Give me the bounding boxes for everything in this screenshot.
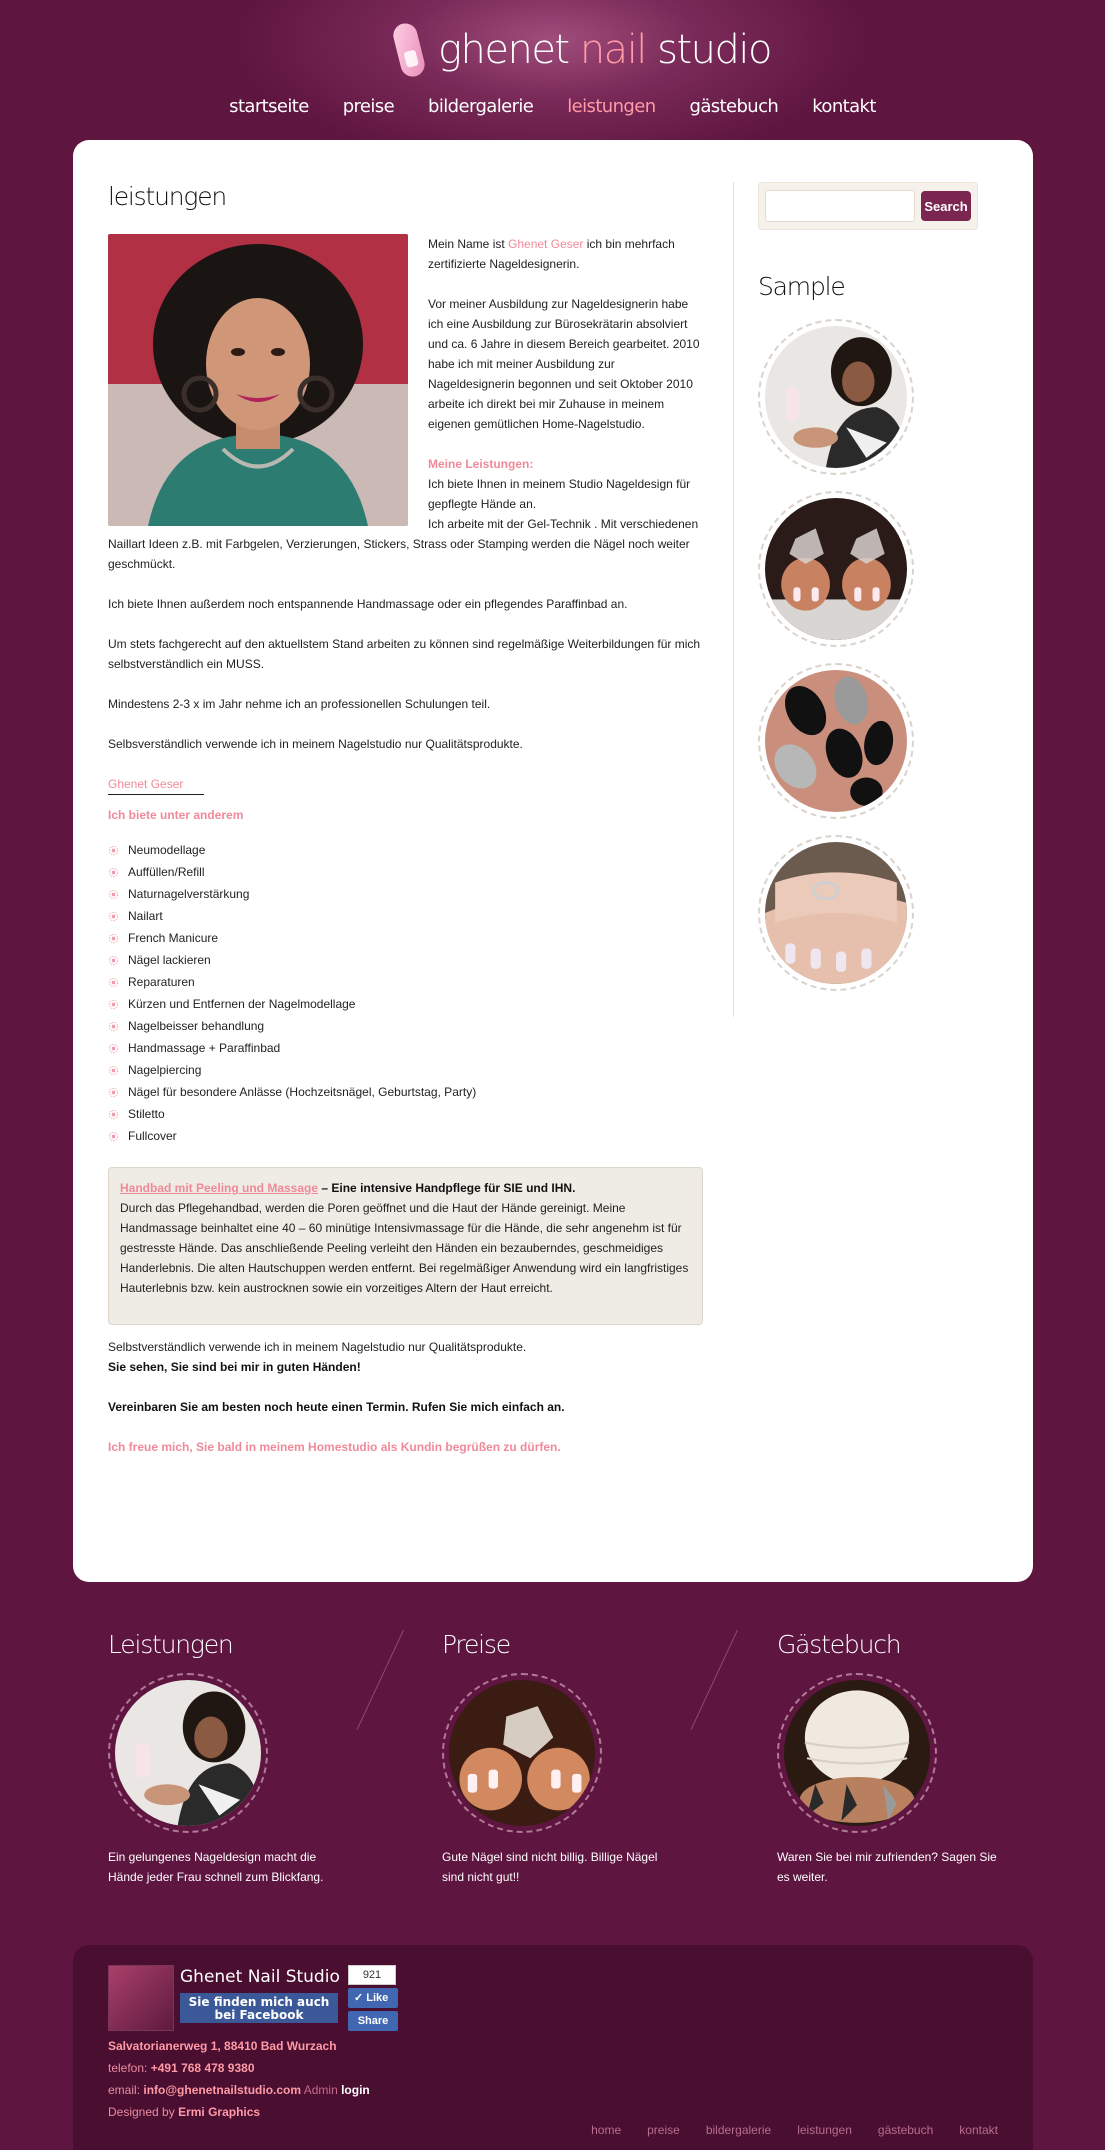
service-item: Fullcover (108, 1125, 703, 1147)
header (0, 0, 1105, 140)
services-list (108, 839, 703, 1147)
sample-thumb[interactable] (758, 835, 914, 991)
footer-nav-bildergalerie[interactable]: bildergalerie (705, 2123, 772, 2137)
signature: Ghenet Geser (108, 777, 184, 791)
flower-bullet-icon (108, 1043, 119, 1054)
intro-text: Mein Name ist Ghenet Geser ich bin mehrfach zertifizierte Nageldesignerin. (428, 237, 675, 271)
search-button[interactable]: Search (921, 191, 971, 221)
nav-leistungen[interactable]: leistungen (567, 96, 656, 117)
nav-startseite[interactable]: startseite (229, 96, 309, 117)
quality-note: Selbstverständlich verwende ich in meinem Nagelstudio nur Qualitätsprodukte. (108, 1340, 527, 1354)
service-item: Nagelbeisser behandlung (108, 1015, 703, 1037)
nav-bildergalerie[interactable]: bildergalerie (428, 96, 534, 117)
page-title: leistungen (108, 182, 227, 211)
sample-gallery (758, 319, 978, 991)
flower-bullet-icon (108, 955, 119, 966)
service-item: Kürzen und Entfernen der Nagelmodellage (108, 993, 703, 1015)
flower-bullet-icon (108, 1065, 119, 1076)
search-box (758, 182, 978, 230)
footer-nav-kontakt[interactable]: kontakt (959, 2123, 998, 2137)
nav-kontakt[interactable]: kontakt (812, 96, 876, 117)
portrait-photo (108, 234, 408, 526)
service-item: Nailart (108, 905, 703, 927)
massage-description: Durch das Pflegehandbad, werden die Poren geöffnet und die Haut der Hände gereinigt. Meine Handmassage beinhaltet eine 40 – 60 minütige Intensivmassage für die Hände, die sehr angenehm ist für gestresste Hände. Das anschließende Peeling verleiht den Händen ein bezauberndes, geschmeidiges Handerlebnis. Die alten Hautschuppen werden entfernt. Bei regelmäßiger Anwendung wird ein langfristiges Hauterlebnis bzw. kein austrocknen sowie ein vorzeitiges Altern der Haut erreicht. (120, 1201, 689, 1295)
services-technique: Ich arbeite mit der Gel-Technik . Mit verschiedenen Naillart Ideen z.B. mit Farbgelen, Verzierungen, Stickers, Strass oder Stamping werden die Nägel noch weiter geschmückt. (108, 517, 699, 571)
widget-thumb[interactable] (108, 1673, 268, 1833)
flower-bullet-icon (108, 933, 119, 944)
bio-text: Vor meiner Ausbildung zur Nageldesignerin habe ich eine Ausbildung zur Bürosekrätarin absolviert und ca. 6 Jahre in diesem Bereich gearbeitet. 2010 habe ich mit meiner Ausbildung zur Nageldesignerin begonnen und seit Oktober 2010 arbeite ich direkt bei mir Zuhause in meinem eigenen gemütlichen Home-Nagelstudio. (428, 297, 700, 431)
service-item: French Manicure (108, 927, 703, 949)
service-item: Auffüllen/Refill (108, 861, 703, 883)
widget-title[interactable]: Leistungen (108, 1630, 233, 1659)
facebook-page-name[interactable]: Ghenet Nail Studio (180, 1967, 340, 1987)
good-hands-text: Sie sehen, Sie sind bei mir in guten Händen! (108, 1360, 361, 1374)
logo-text: ghenet nail studio (438, 27, 771, 73)
flower-bullet-icon (108, 911, 119, 922)
widget-text: Gute Nägel sind nicht billig. Billige Nägel sind nicht gut!! (442, 1850, 658, 1884)
service-item: Reparaturen (108, 971, 703, 993)
nail-polish-icon (392, 21, 426, 79)
footer-nav-home[interactable]: home (591, 2123, 622, 2137)
sidebar-title: Sample (758, 272, 845, 301)
widget-text: Ein gelungenes Nageldesign macht die Hände jeder Frau schnell zum Blickfang. (108, 1850, 324, 1884)
service-item: Nägel für besondere Anlässe (Hochzeitsnägel, Geburtstag, Party) (108, 1081, 703, 1103)
quality-text: Selbsverständlich verwende ich in meinem Nagelstudio nur Qualitätsprodukte. (108, 737, 523, 751)
widget-gaestebuch (777, 1630, 1037, 1887)
sample-thumb[interactable] (758, 319, 914, 475)
facebook-page-thumb[interactable] (108, 1965, 174, 2031)
frequency-text: Mindestens 2-3 x im Jahr nehme ich an professionellen Schulungen teil. (108, 697, 491, 711)
flower-bullet-icon (108, 889, 119, 900)
address: Salvatorianerweg 1, 88410 Bad Wurzach (108, 2039, 337, 2053)
widget-text: Waren Sie bei mir zufrienden? Sagen Sie es weiter. (777, 1850, 997, 1884)
footer-nav-gaestebuch[interactable]: gästebuch (877, 2123, 934, 2137)
logo[interactable] (392, 20, 771, 80)
nav-gaestebuch[interactable]: gästebuch (689, 96, 779, 117)
flower-bullet-icon (108, 1109, 119, 1120)
massage-link[interactable]: Handbad mit Peeling und Massage (120, 1181, 319, 1195)
call-to-action: Vereinbaren Sie am besten noch heute einen Termin. Rufen Sie mich einfach an. (108, 1400, 565, 1414)
services-heading: Meine Leistungen: (428, 457, 534, 471)
search-input[interactable] (765, 190, 915, 222)
flower-bullet-icon (108, 867, 119, 878)
massage-lead: – Eine intensive Handpflege für SIE und IHN. (318, 1181, 576, 1195)
contact-info: Salvatorianerweg 1, 88410 Bad Wurzach telefon: +491 768 478 9380 email: info@ghenetnailstudio.com Admin login Designed by Ermi Graphics (108, 2039, 370, 2119)
service-item: Naturnagelverstärkung (108, 883, 703, 905)
widget-thumb[interactable] (442, 1673, 602, 1833)
bottom-widgets (73, 1630, 1033, 1900)
closing-text: Ich freue mich, Sie bald in meinem Homestudio als Kundin begrüßen zu dürfen. (108, 1440, 561, 1454)
widget-title[interactable]: Preise (442, 1630, 510, 1659)
main-nav (0, 96, 1105, 117)
service-item: Stiletto (108, 1103, 703, 1125)
main-content (108, 182, 703, 1457)
like-button[interactable]: ✓ Like (348, 1988, 398, 2008)
service-item: Nagelpiercing (108, 1059, 703, 1081)
massage-info-box (108, 1167, 703, 1325)
flower-bullet-icon (108, 845, 119, 856)
training-text: Um stets fachgerecht auf den aktuellstem Stand arbeiten zu können sind regelmäßige Weiterbildungen für mich selbstverständlich ein MUSS. (108, 637, 701, 671)
phone: +491 768 478 9380 (150, 2061, 255, 2075)
service-item: Neumodellage (108, 839, 703, 861)
login-link[interactable]: login (341, 2083, 370, 2097)
sample-thumb[interactable] (758, 491, 914, 647)
like-count: 921 (348, 1965, 396, 1985)
flower-bullet-icon (108, 1131, 119, 1142)
massage-text: Ich biete Ihnen außerdem noch entspannende Handmassage oder ein pflegendes Paraffinbad an. (108, 597, 628, 611)
designer-link[interactable]: Ermi Graphics (178, 2105, 261, 2119)
flower-bullet-icon (108, 999, 119, 1010)
sidebar-divider (733, 182, 734, 1017)
content-card (73, 140, 1033, 1582)
footer-nav-leistungen[interactable]: leistungen (797, 2123, 852, 2137)
footer-nav (591, 2123, 998, 2137)
list-heading: Ich biete unter anderem (108, 808, 244, 822)
share-button[interactable]: Share (348, 2011, 398, 2031)
nav-preise[interactable]: preise (342, 96, 395, 117)
facebook-widget (108, 1965, 408, 2031)
services-intro: Ich biete Ihnen in meinem Studio Nageldesign für gepflegte Hände an. (428, 477, 691, 511)
facebook-banner[interactable]: Sie finden mich auch bei Facebook (180, 1993, 338, 2023)
email-link[interactable]: info@ghenetnailstudio.com (143, 2083, 302, 2097)
footer (73, 1945, 1033, 2150)
widget-leistungen (108, 1630, 368, 1887)
sidebar (758, 182, 978, 1007)
footer-nav-preise[interactable]: preise (647, 2123, 680, 2137)
widget-preise (442, 1630, 702, 1887)
widget-thumb[interactable] (777, 1673, 937, 1833)
flower-bullet-icon (108, 1087, 119, 1098)
thumbs-up-icon: ✓ (354, 1992, 367, 2004)
flower-bullet-icon (108, 1021, 119, 1032)
flower-bullet-icon (108, 977, 119, 988)
service-item: Handmassage + Paraffinbad (108, 1037, 703, 1059)
service-item: Nägel lackieren (108, 949, 703, 971)
sample-thumb[interactable] (758, 663, 914, 819)
widget-title[interactable]: Gästebuch (777, 1630, 901, 1659)
